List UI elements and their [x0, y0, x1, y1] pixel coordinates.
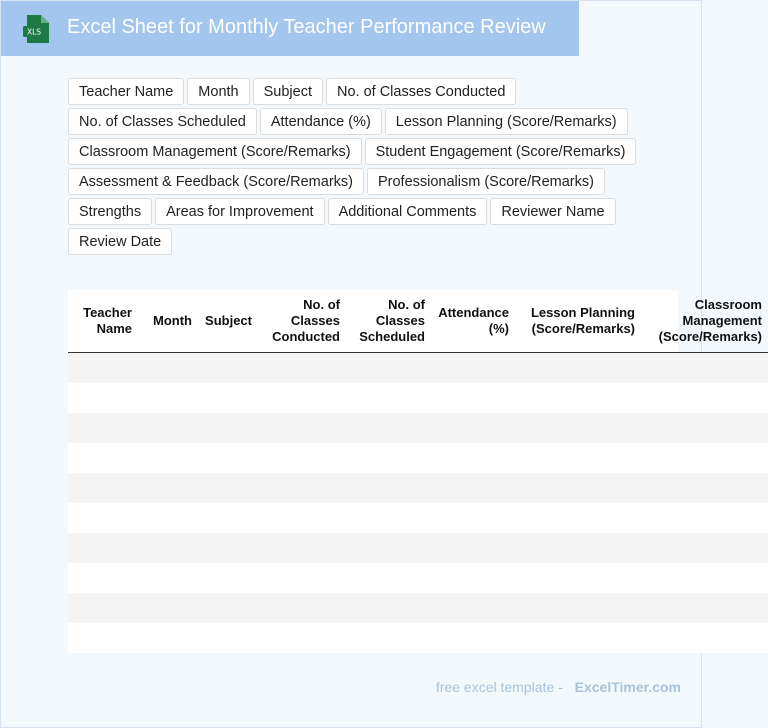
table-row: [68, 353, 768, 384]
table-cell[interactable]: [68, 623, 138, 653]
table-cell[interactable]: [258, 413, 346, 443]
table-cell[interactable]: [138, 623, 198, 653]
table-cell[interactable]: [346, 473, 431, 503]
field-chip: Month: [187, 78, 249, 105]
table-cell[interactable]: [68, 563, 138, 593]
title-bar: [1, 1, 579, 56]
field-chip: Teacher Name: [68, 78, 184, 105]
table-cell[interactable]: [346, 563, 431, 593]
column-header: Attendance (%): [431, 290, 515, 353]
data-table: [68, 290, 768, 653]
table-row: [68, 473, 768, 503]
column-header: Subject: [198, 290, 258, 353]
field-chip: Lesson Planning (Score/Remarks): [385, 108, 628, 135]
table-cell[interactable]: [515, 413, 641, 443]
table-cell[interactable]: [346, 503, 431, 533]
table-body: [68, 353, 768, 654]
table-cell[interactable]: [258, 563, 346, 593]
column-header: No. of Classes Conducted: [258, 290, 346, 353]
table-row: [68, 383, 768, 413]
column-header: Classroom Management (Score/Remarks): [641, 290, 768, 353]
field-chip: Additional Comments: [328, 198, 488, 225]
table-cell[interactable]: [641, 503, 768, 533]
table-cell[interactable]: [258, 533, 346, 563]
footer-brand-link[interactable]: ExcelTimer.com: [574, 679, 681, 695]
table-cell[interactable]: [515, 443, 641, 473]
table-cell[interactable]: [138, 413, 198, 443]
table-cell[interactable]: [431, 563, 515, 593]
table-cell[interactable]: [431, 473, 515, 503]
field-chip: Professionalism (Score/Remarks): [367, 168, 605, 195]
table-cell[interactable]: [68, 353, 138, 384]
table-cell[interactable]: [198, 563, 258, 593]
table-cell[interactable]: [515, 383, 641, 413]
table-cell[interactable]: [346, 533, 431, 563]
table-cell[interactable]: [258, 473, 346, 503]
table-cell[interactable]: [198, 533, 258, 563]
table-cell[interactable]: [431, 353, 515, 384]
table-cell[interactable]: [641, 383, 768, 413]
table-cell[interactable]: [68, 533, 138, 563]
table-cell[interactable]: [515, 623, 641, 653]
field-chip: Classroom Management (Score/Remarks): [68, 138, 362, 165]
field-chip: Subject: [253, 78, 323, 105]
field-chip: Review Date: [68, 228, 172, 255]
table-cell[interactable]: [68, 443, 138, 473]
field-chip: Assessment & Feedback (Score/Remarks): [68, 168, 364, 195]
table-cell[interactable]: [138, 503, 198, 533]
table-cell[interactable]: [138, 593, 198, 623]
table-cell[interactable]: [641, 413, 768, 443]
field-chip: Strengths: [68, 198, 152, 225]
table-cell[interactable]: [431, 443, 515, 473]
table-cell[interactable]: [346, 593, 431, 623]
table-cell[interactable]: [68, 593, 138, 623]
field-chip: Areas for Improvement: [155, 198, 324, 225]
table-cell[interactable]: [346, 443, 431, 473]
table-cell[interactable]: [346, 383, 431, 413]
field-chip-list: [68, 78, 668, 255]
table-cell[interactable]: [138, 473, 198, 503]
table-cell[interactable]: [431, 413, 515, 443]
field-chip: Student Engagement (Score/Remarks): [365, 138, 637, 165]
column-header: Teacher Name: [68, 290, 138, 353]
xls-icon-label: XLS: [26, 27, 42, 37]
table-cell[interactable]: [641, 353, 768, 384]
table-cell[interactable]: [431, 623, 515, 653]
table-cell[interactable]: [68, 383, 138, 413]
table-cell[interactable]: [641, 593, 768, 623]
table-cell[interactable]: [198, 593, 258, 623]
table-cell[interactable]: [515, 503, 641, 533]
table-cell[interactable]: [68, 413, 138, 443]
table-row: [68, 623, 768, 653]
field-chip: Attendance (%): [260, 108, 382, 135]
page-title: Excel Sheet for Monthly Teacher Performance Review: [67, 16, 546, 38]
field-chip: Reviewer Name: [490, 198, 615, 225]
table-row: [68, 593, 768, 623]
table-cell[interactable]: [68, 473, 138, 503]
table-cell[interactable]: [515, 353, 641, 384]
table-cell[interactable]: [198, 383, 258, 413]
table-row: [68, 563, 768, 593]
table-row: [68, 413, 768, 443]
table-cell[interactable]: [198, 353, 258, 384]
table-cell[interactable]: [515, 563, 641, 593]
table-cell[interactable]: [431, 533, 515, 563]
table-row: [68, 503, 768, 533]
column-header: No. of Classes Scheduled: [346, 290, 431, 353]
column-header: Month: [138, 290, 198, 353]
table-cell[interactable]: [198, 443, 258, 473]
table-cell[interactable]: [641, 623, 768, 653]
table-cell[interactable]: [641, 533, 768, 563]
table-cell[interactable]: [198, 503, 258, 533]
table-cell[interactable]: [258, 443, 346, 473]
footer-prefix: free excel template -: [435, 679, 563, 695]
table-cell[interactable]: [346, 353, 431, 384]
footer: [436, 679, 681, 695]
table-cell[interactable]: [641, 443, 768, 473]
table-cell[interactable]: [198, 473, 258, 503]
table-cell[interactable]: [431, 503, 515, 533]
table-cell[interactable]: [515, 593, 641, 623]
xls-file-icon: [23, 14, 51, 44]
table-cell[interactable]: [258, 353, 346, 384]
table-row: [68, 533, 768, 563]
table-cell[interactable]: [68, 503, 138, 533]
table-cell[interactable]: [258, 623, 346, 653]
table-cell[interactable]: [258, 593, 346, 623]
table-cell[interactable]: [515, 533, 641, 563]
table-cell[interactable]: [198, 623, 258, 653]
table-cell[interactable]: [641, 563, 768, 593]
table-cell[interactable]: [431, 593, 515, 623]
data-table-container[interactable]: [68, 290, 762, 653]
table-cell[interactable]: [346, 623, 431, 653]
table-cell[interactable]: [641, 473, 768, 503]
table-cell[interactable]: [138, 533, 198, 563]
table-cell[interactable]: [258, 383, 346, 413]
table-cell[interactable]: [138, 443, 198, 473]
table-cell[interactable]: [515, 473, 641, 503]
field-chip: No. of Classes Scheduled: [68, 108, 257, 135]
table-cell[interactable]: [138, 353, 198, 384]
table-cell[interactable]: [258, 503, 346, 533]
table-cell[interactable]: [431, 383, 515, 413]
field-chip: No. of Classes Conducted: [326, 78, 516, 105]
table-header-row: [68, 290, 768, 353]
table-cell[interactable]: [198, 413, 258, 443]
table-cell[interactable]: [138, 383, 198, 413]
table-cell[interactable]: [138, 563, 198, 593]
table-cell[interactable]: [346, 413, 431, 443]
table-row: [68, 443, 768, 473]
column-header: Lesson Planning (Score/Remarks): [515, 290, 641, 353]
